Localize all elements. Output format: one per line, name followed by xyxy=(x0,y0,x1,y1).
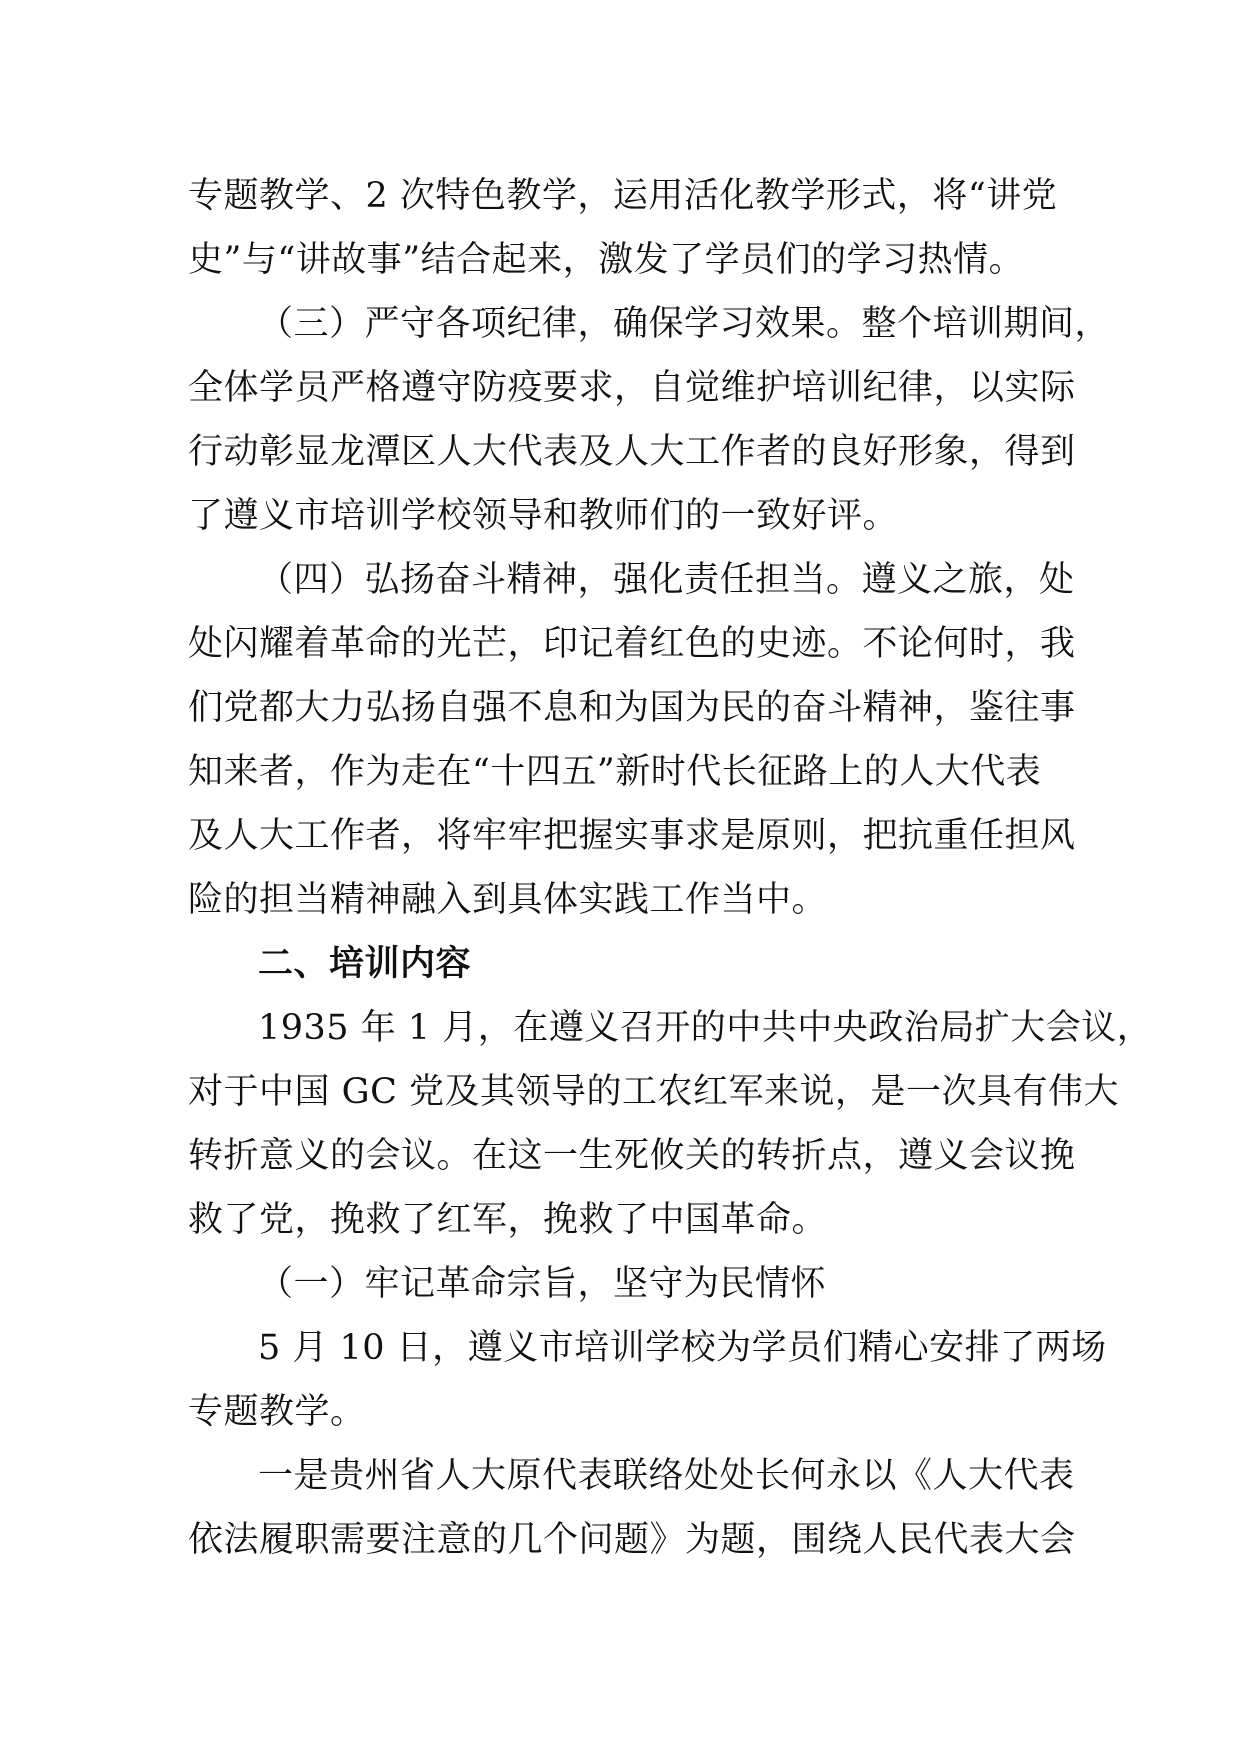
paragraph-start: 一是贵州省人大原代表联络处处长何永以《人大代表 xyxy=(258,1456,1075,1496)
text-line: 转折意义的会议。在这一生死攸关的转折点，遵义会议挽 xyxy=(188,1136,1076,1176)
text-line: 险的担当精神融入到具体实践工作当中。 xyxy=(188,880,828,920)
text-line: 及人大工作者，将牢牢把握实事求是原则，把抗重任担风 xyxy=(188,816,1076,856)
section-heading: 二、培训内容 xyxy=(258,944,472,984)
text-line: 处闪耀着革命的光芒，印记着红色的史迹。不论何时，我 xyxy=(188,624,1076,664)
text-line: 全体学员严格遵守防疫要求，自觉维护培训纪律，以实际 xyxy=(188,368,1076,408)
section-paragraph-start: （三）严守各项纪律，确保学习效果。整个培训期间， xyxy=(258,304,1111,344)
paragraph-start: 1935 年 1 月，在遵义召开的中共中央政治局扩大会议， xyxy=(258,1008,1153,1048)
paragraph-start: 5 月 10 日，遵义市培训学校为学员们精心安排了两场 xyxy=(258,1328,1107,1368)
subsection-heading: （一）牢记革命宗旨，坚守为民情怀 xyxy=(258,1264,827,1304)
document-body xyxy=(188,164,1153,1572)
text-line: 救了党，挽救了红军，挽救了中国革命。 xyxy=(188,1200,828,1240)
text-line: 对于中国 GC 党及其领导的工农红军来说，是一次具有伟大 xyxy=(188,1072,1119,1112)
text-line: 史”与“讲故事”结合起来，激发了学员们的学习热情。 xyxy=(188,240,1025,280)
text-line: 了遵义市培训学校领导和教师们的一致好评。 xyxy=(188,496,899,536)
text-line: 们党都大力弘扬自强不息和为国为民的奋斗精神，鉴往事 xyxy=(188,688,1076,728)
text-line: 依法履职需要注意的几个问题》为题，围绕人民代表大会 xyxy=(188,1520,1076,1560)
text-line: 专题教学、2 次特色教学，运用活化教学形式，将“讲党 xyxy=(188,176,1058,216)
text-line: 知来者，作为走在“十四五”新时代长征路上的人大代表 xyxy=(188,752,1042,792)
text-line: 专题教学。 xyxy=(188,1392,366,1432)
text-line: 行动彰显龙潭区人大代表及人大工作者的良好形象，得到 xyxy=(188,432,1076,472)
section-paragraph-start: （四）弘扬奋斗精神，强化责任担当。遵义之旅，处 xyxy=(258,560,1075,600)
